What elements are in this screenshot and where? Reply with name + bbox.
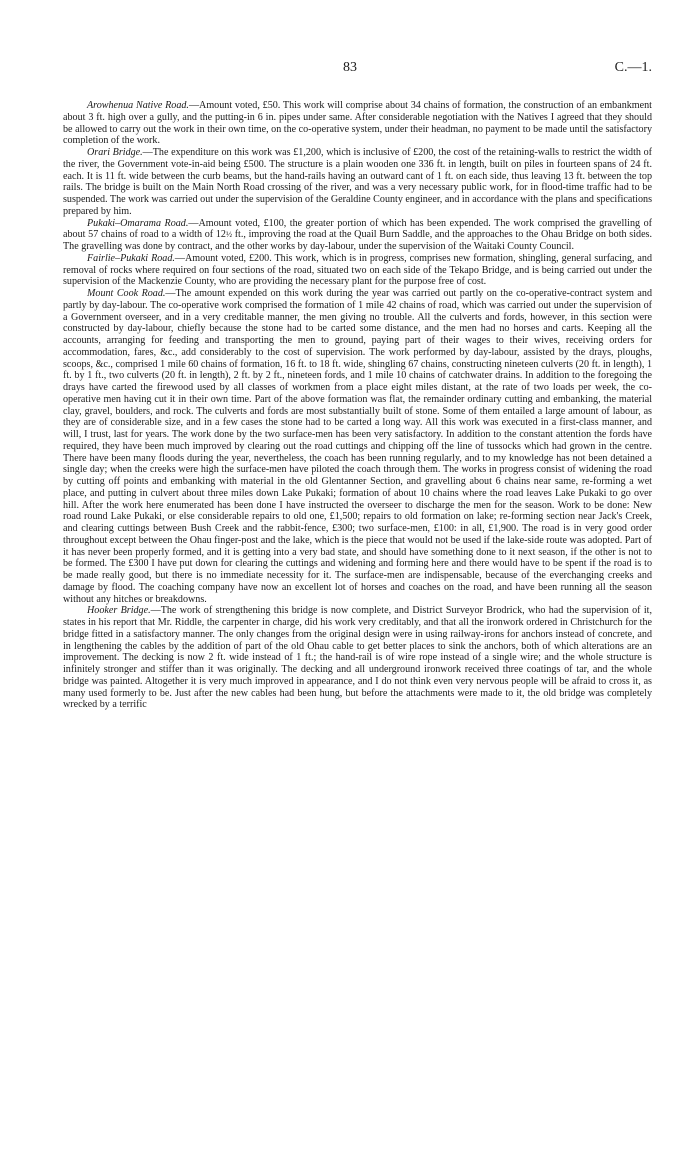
paragraph-heading: Orari Bridge. [87,147,143,158]
body-text [63,100,652,711]
paragraph-fairlie-pukaki-road [63,253,652,288]
paragraph-pukaki-omarama-road [63,218,652,253]
paragraph-heading: Arowhenua Native Road. [87,100,189,111]
document-code: C.—1. [614,60,652,75]
page-number: 83 [343,60,357,75]
paragraph-text: —The expenditure on this work was £1,200, which is inclusive of £200, the cost of the retaining-walls to restrict the width of the river, the Government vote-in-aid being £500. The structure is a plain wooden one 336 ft. in length, built on piles in fourteen spans of 24 ft. each. It is 11 ft. wide between the curb beams, but the hand-rails having an outward cant of 1 ft. on each side, thus leaving 13 ft. between the top rails. The bridge is built on the Main North Road crossing of the river, and was a very necessary public work, for in flood-time traffic had to be suspended. The work was carried out under the supervision of the Geraldine County engineer, and in accordance with the plans and specifications prepared by him. [63,147,653,217]
paragraph-heading: Mount Cook Road. [87,288,166,299]
paragraph-heading: Pukaki–Omarama Road. [87,217,189,229]
paragraph-text: —Amount voted, £200. This work, which is in progress, comprises new formation, shingling, general surfacing, and removal of rocks where required on four sections of the road, situated two on each side of the Tekapo Bridge, and is being carried out under the supervision of the Mackenzie County, who are providing the necessary plant for the purpose free of cost. [63,252,652,288]
paragraph-orari-bridge [63,147,652,218]
paragraph-hooker-bridge [63,605,652,711]
fraction-half: ½ [225,230,232,240]
paragraph-mount-cook-road [63,288,652,605]
paragraph-text: —Amount voted, £50. This work will comprise about 34 chains of formation, the construction of an embankment about 3 ft. high over a gully, and the putting-in 6 in. pipes under same. After considerable negotiation with the Natives I agreed that they should be allowed to carry out the work in their own time, on the co-operative system, under their headman, no payment to be made until the satisfactory completion of the work. [63,100,652,147]
paragraph-text-continued: ft., improving the road at the Quail Burn Saddle, and the approaches to the Ohau Bridge on both sides. The gravelling was done by contract, and the other works by day-labour, under the supervision of the Waitaki County Council. [63,229,652,252]
paragraph-heading: Hooker Bridge. [87,605,151,617]
paragraph-heading: Fairlie–Pukaki Road. [87,252,175,264]
paragraph-text: —The work of strengthening this bridge is now complete, and District Surveyor Brodrick, who had the supervision of it, states in his report that Mr. Riddle, the carpenter in charge, did his work very creditably, and that all the ironwork ordered in Christchurch for the bridge fitted in a satisfactory manner. The only changes from the original design were in using railway-irons for anchors instead of concrete, and in lengthening the cables by the addition of part of the old Ohau cable to get better places to sink the anchors, both of which alterations are an improvement. The decking is now 2 ft. wide instead of 1 ft.; the hand-rail is of wire rope instead of a single wire; and the whole structure is infinitely stronger and stiffer than it was originally. The decking and all underground ironwork received three coatings of tar, and the whole bridge was painted. Altogether it is very much improved in appearance, and I do not think even very nervous people will be afraid to cross it, as many used formerly to be. Just after the new cables had been hung, but before the attachments were made to it, the old bridge was completely wrecked by a terrific [63,605,652,711]
paragraph-text: —The amount expended on this work during the year was carried out partly on the co-operative-contract system and partly by day-labour. The co-operative work comprised the formation of 1 mile 42 chains of road, which was carried out under the supervision of a Government overseer, and in a very creditable manner, the men giving no trouble. All the culverts and fords, however, in this section were constructed by day-labour, chiefly because the stone had to be carted some distance, and the men had no horses and carts. Keeping all the accounts, arranging for feeding and transporting the men to ground, paying part of their wages to their wives, receiving orders for accommodation, fares, &c., add considerably to the cost of supervision. The work performed by day-labour, assisted by the drays, ploughs, scoops, &c., comprised 1 mile 60 chains of formation, 16 ft. to 18 ft. wide, shingling 67 chains, constructing nineteen culverts (20 ft. in length), 1 ft. by 1 ft., two culverts (20 ft. in length), 2 ft. by 2 ft., nineteen fords, and 1 mile 10 chains of catchwater drains. In addition to the foregoing the drays have carted the firewood used by all classes of workmen from a place eight miles distant, at the rate of two loads per week, the co-operative men having cut it in their own time. Part of the above formation was flat, the remainder ordinary cutting and embanking, the material clay, gravel, boulders, and rock. The culverts and fords are most substantially built of stone. Some of them entailed a large amount of labour, as they are of considerable size, and in a few cases the stone had to be carted a long way. All this work was executed in a first-class manner, and will, I trust, last for years. The work done by the two surface-men has been very satisfactory. In addition to the constant attention the fords have required, they have been much improved by clearing out the road cuttings and chipping off the line of tussocks which had grown in the centre. There have been many floods during the year, nevertheless, the coach has been running regularly, and to my knowledge has not been detained a single day; when the creeks were high the surface-men have piloted the coach through them. The works in progress consist of widening the road by cutting off points and embanking with material in the old Glentanner Section, and gravelling about 6 chains near same, re-forming a wet place, and putting in culvert about three miles down Lake Pukaki; formation of about 10 chains where the road leaves Lake Pukaki to go over hill. After the work here enumerated has been done I have instructed the overseer to discharge the men for the season. Work to be done: New road round Lake Pukaki, or else considerable repairs to old one, £1,500; repairs to old formation on lake; re-forming section near Jack's Creek, and clearing cuttings between Bush Creek and the rabbit-fence, £300; two surface-men, £100: in all, £1,900. The road is in very good order throughout except between the Ohau finger-post and the lake, which is the piece that would not be used if the lake-side route was adopted. Part of it has never been properly formed, and it is getting into a very bad state, and should have something done to it next season, if the other is not to be formed. The £300 I have put down for clearing the cuttings and widening and forming here and there would have to be spent if the road is to be made really good, but there is no immediate necessity for it. The surface-men are indispensable, because of the everchanging creeks and damage by flood. The coaching company have now an excellent lot of horses and coaches on the road, and have been running all the season without any hitches or breakdowns. [63,288,652,605]
paragraph-arowhenua-native-road [63,100,652,147]
paragraph-text: —Amount voted, £100, the greater portion of which has been expended. The work comprised the gravelling of about 57 chains of road to a width of 12 [63,217,652,241]
